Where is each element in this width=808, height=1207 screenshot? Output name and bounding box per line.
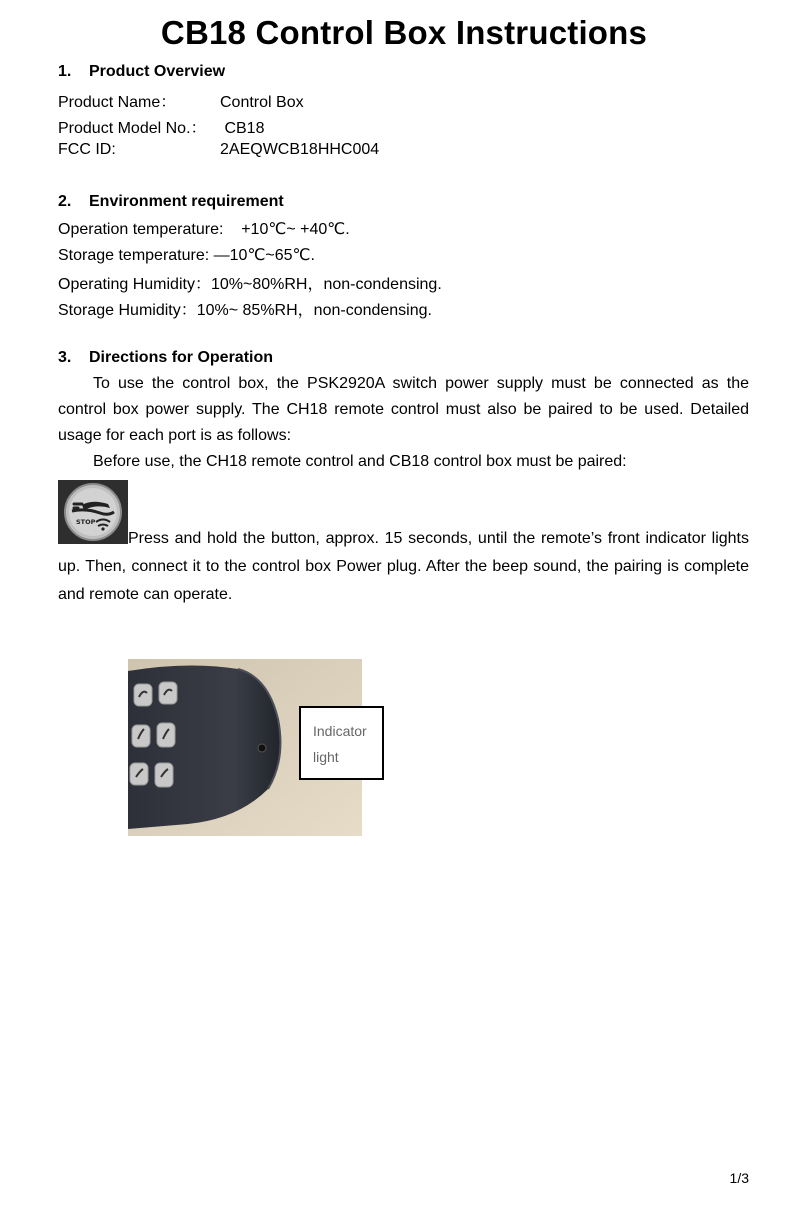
section-heading-environment — [58, 193, 284, 211]
indicator-light-callout — [299, 706, 384, 780]
page-number: 1/3 — [729, 1170, 749, 1186]
product-model-row — [58, 115, 264, 138]
operation-temperature: Operation temperature: +10℃~ +40℃. — [58, 221, 350, 238]
pairing-instructions: Press and hold the button, approx. 15 seconds, until the remote’s front indicator lights up. Then, connect it to the control box Power plug. After the beep sound, the pairing is complete and remote can operate. — [58, 530, 749, 603]
directions-paragraph: To use the control box, the PSK2920A switch power supply must be connected as the control box power supply. The CH18 remote control must also be paired to be used. Detailed usage for each port is as follows: — [58, 375, 749, 444]
section-title: Environment requirement — [89, 193, 284, 210]
section-title: Product Overview — [89, 63, 226, 80]
section-heading-directions — [58, 349, 273, 367]
pairing-intro: Before use, the CH18 remote control and CB18 control box must be paired: — [93, 453, 627, 470]
field-label: FCC ID: — [58, 141, 116, 158]
section-number: 1. — [58, 63, 72, 80]
storage-temperature: Storage temperature: —10℃~65℃. — [58, 247, 315, 264]
section-heading-product-overview — [58, 63, 225, 81]
field-label: Product Model No.： — [58, 120, 207, 137]
field-value: CB18 — [220, 120, 265, 137]
callout-text-line2: light — [313, 749, 339, 765]
field-value: 2AEQWCB18HHC004 — [220, 141, 380, 158]
stop-label: STOP — [76, 518, 96, 526]
section-title: Directions for Operation — [89, 349, 274, 366]
fcc-id-row — [58, 141, 379, 159]
operating-humidity: Operating Humidity：10%~80%RH，non-condensing. — [58, 276, 442, 293]
field-label: Product Name： — [58, 94, 177, 111]
field-value: Control Box — [220, 94, 304, 111]
section-number: 2. — [58, 193, 72, 210]
storage-humidity: Storage Humidity：10%~ 85%RH，non-condensing. — [58, 302, 432, 319]
product-name-row — [58, 89, 304, 112]
callout-text-line1: Indicator — [313, 723, 367, 739]
page-title: CB18 Control Box Instructions — [160, 14, 648, 51]
section-number: 3. — [58, 349, 72, 366]
